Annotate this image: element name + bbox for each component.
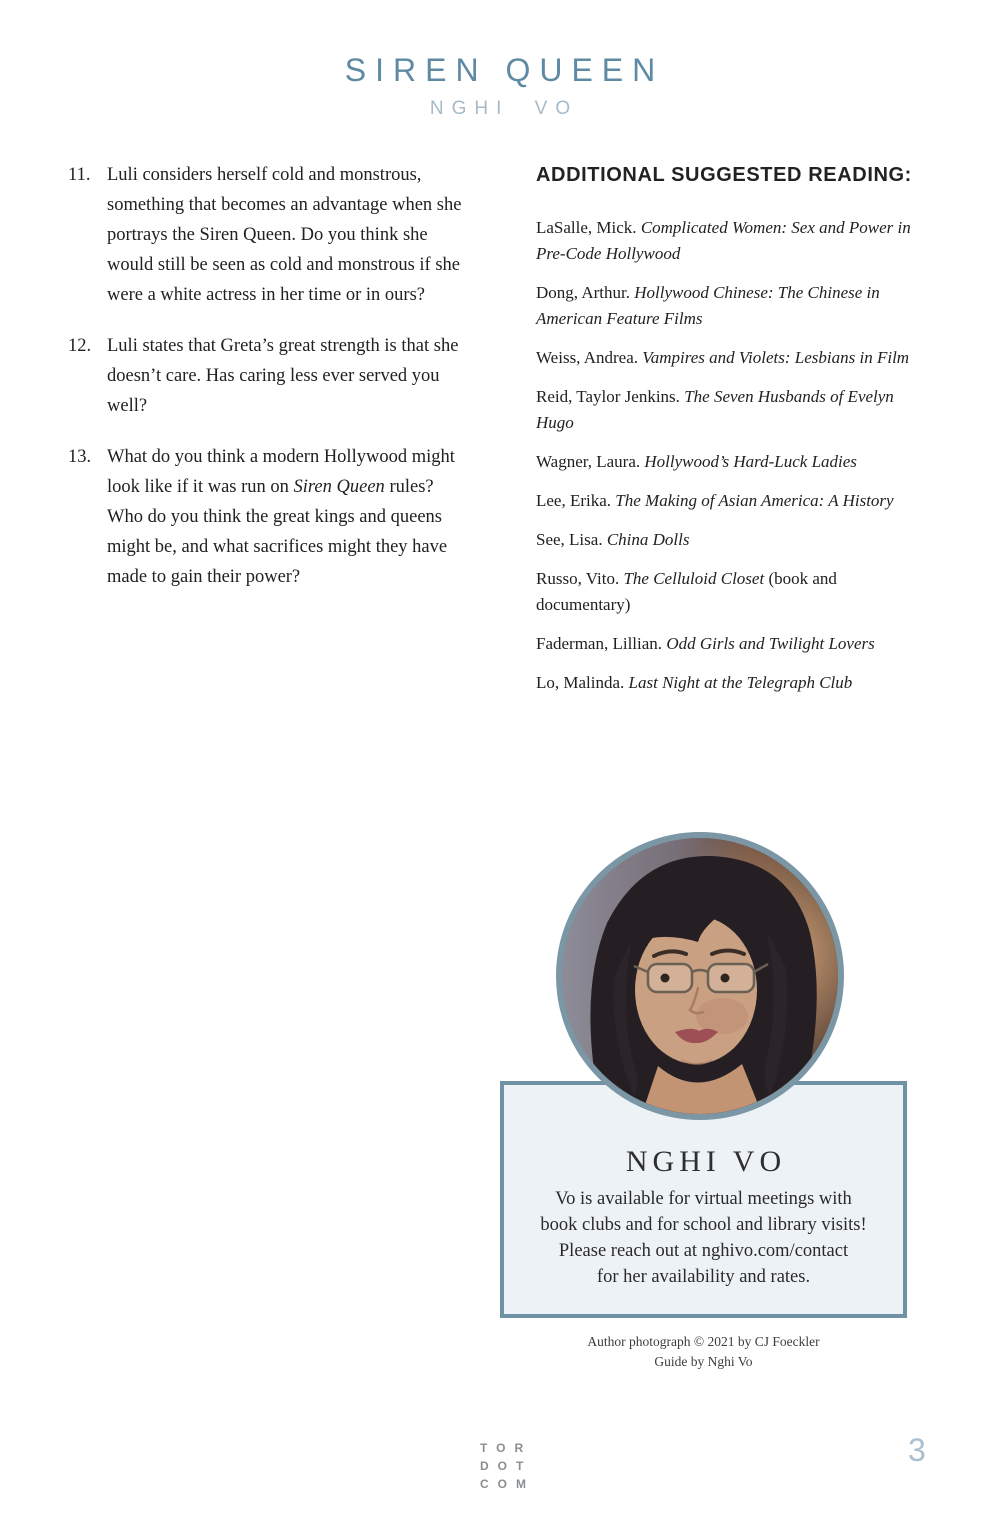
book-author: Dong, Arthur.: [536, 283, 635, 302]
question-text-segment: rules? Who do you think the great kings and queens might be, and what sacrifices might they have made to gain their power?: [107, 477, 448, 587]
availability-line: Please reach out at nghivo.com/contact: [558, 1241, 849, 1261]
reading-list-item: [536, 384, 918, 436]
author-name: NGHI VO: [625, 1145, 787, 1178]
tordotcom-logo: [478, 1439, 535, 1493]
book-title: Hollywood Chinese: The Chinese in American Feature Films: [536, 283, 880, 328]
question-item: [68, 331, 472, 421]
reading-list-item: [536, 566, 918, 618]
book-title: Odd Girls and Twilight Lovers: [666, 634, 875, 653]
book-title: The Celluloid Closet: [623, 569, 765, 588]
page-title: SIREN QUEEN: [344, 52, 665, 88]
book-author: Wagner, Laura.: [536, 452, 645, 471]
question-text-segment: What do you think a modern Hollywood might look like if it was run on: [107, 447, 455, 497]
reading-list-item: [536, 488, 918, 514]
book-suffix: (book and documentary): [536, 569, 837, 614]
book-author: Weiss, Andrea.: [536, 348, 643, 367]
book-author: LaSalle, Mick.: [536, 218, 641, 237]
book-author: Reid, Taylor Jenkins.: [536, 387, 685, 406]
book-title-italic: Siren Queen: [293, 477, 385, 497]
question-text: [107, 160, 472, 310]
availability-line: Vo is available for virtual meetings with: [555, 1189, 852, 1209]
author-availability-text: [504, 1186, 903, 1290]
book-title: The Making of Asian America: A History: [615, 491, 894, 510]
book-title: Vampires and Violets: Lesbians in Film: [642, 348, 910, 367]
questions-list: [68, 160, 472, 613]
reading-list-item: [536, 670, 918, 696]
question-number: 12.: [68, 336, 92, 356]
book-title: Complicated Women: Sex and Power in Pre-Code Hollywood: [536, 218, 911, 263]
header: [0, 52, 1000, 120]
question-text-segment: Luli considers herself cold and monstrous, something that becomes an advantage when she portrays the Siren Queen. Do you think she would still be seen as cold and monstrous if she were a white actress in her time or in ours?: [107, 165, 462, 305]
book-title: Last Night at the Telegraph Club: [628, 673, 853, 692]
logo-row: COM: [480, 1477, 535, 1491]
reading-list-item: [536, 345, 918, 371]
reading-list-item: [536, 280, 918, 332]
book-title: China Dolls: [606, 530, 690, 549]
author-portrait-illustration: [562, 838, 838, 1114]
logo-row: DOT: [480, 1459, 533, 1473]
book-title: Hollywood’s Hard-Luck Ladies: [644, 452, 857, 471]
book-title: The Seven Husbands of Evelyn Hugo: [536, 387, 894, 432]
question-number: 11.: [68, 165, 91, 185]
book-author: Lo, Malinda.: [536, 673, 629, 692]
reading-list-item: [536, 449, 918, 475]
credit-line: Guide by Nghi Vo: [654, 1354, 753, 1369]
credit-line: Author photograph © 2021 by CJ Foeckler: [587, 1334, 820, 1349]
book-author: Lee, Erika.: [536, 491, 616, 510]
question-text: [107, 331, 472, 421]
reading-list-item: [536, 215, 918, 267]
reading-list-item: [536, 527, 918, 553]
logo-row: TOR: [480, 1441, 533, 1455]
reading-list-item: [536, 631, 918, 657]
question-text-segment: Luli states that Greta’s great strength is that she doesn’t care. Has caring less ever served you well?: [107, 336, 459, 416]
credits: [500, 1332, 907, 1372]
availability-line: for her availability and rates.: [596, 1267, 811, 1287]
reading-list: [536, 215, 918, 696]
author-photo: [556, 832, 844, 1120]
page-number: 3: [908, 1432, 926, 1468]
book-author: Faderman, Lillian.: [536, 634, 667, 653]
question-text: [107, 442, 472, 592]
availability-line: book clubs and for school and library visits!: [540, 1215, 867, 1235]
question-item: [68, 442, 472, 592]
question-item: [68, 160, 472, 310]
reading-section: [536, 164, 918, 709]
page-subtitle: NGHI VO: [429, 98, 579, 119]
book-author: Russo, Vito.: [536, 569, 624, 588]
book-author: See, Lisa.: [536, 530, 607, 549]
reading-heading: ADDITIONAL SUGGESTED READING:: [536, 164, 912, 186]
question-number: 13.: [68, 447, 92, 467]
